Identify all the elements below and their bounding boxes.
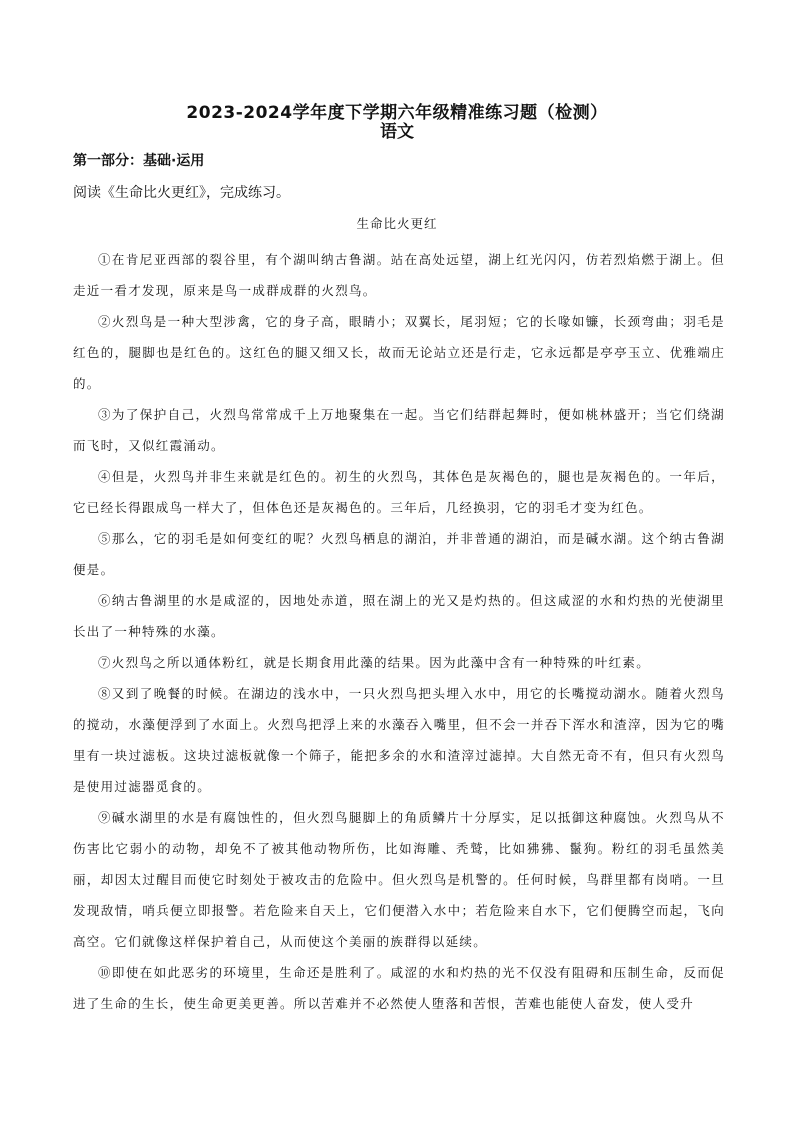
article-title: 生命比火更红 [356, 216, 438, 231]
subject-title: 语文 [380, 122, 414, 142]
paragraph-6: ⑥纳古鲁湖里的水是咸涩的，因地处赤道，照在湖上的光又是灼热的。但这咸涩的水和灼热的光使湖里长出了一种特殊的水藻。 [73, 593, 725, 639]
document-title: 2023-2024学年度下学期六年级精准练习题（检测） [186, 103, 608, 123]
paragraph-3: ③为了保护自己，火烈鸟常常成千上万地聚集在一起。当它们结群起舞时，便如桃林盛开；当它们绕湖而飞时，又似红霞涌动。 [73, 407, 725, 453]
article-body [73, 244, 725, 1019]
reading-instruction: 阅读《生命比火更红》，完成练习。 [73, 185, 290, 201]
paragraph-10: ⑩即使在如此恶劣的环境里，生命还是胜利了。咸涩的水和灼热的光不仅没有阻碍和压制生命，反而促进了生命的生长，使生命更美更善。所以苦难并不必然使人堕落和苦恨，苦难也能使人奋发，使人受升 [73, 965, 725, 1011]
paragraph-1: ①在肯尼亚西部的裂谷里，有个湖叫纳古鲁湖。站在高处远望，湖上红光闪闪，仿若烈焰燃于湖上。但走近一看才发现，原来是鸟一成群成群的火烈鸟。 [73, 252, 725, 298]
paragraph-8: ⑧又到了晚餐的时候。在湖边的浅水中，一只火烈鸟把头埋入水中，用它的长嘴搅动湖水。随着火烈鸟的搅动，水藻便浮到了水面上。火烈鸟把浮上来的水藻吞入嘴里，但不会一并吞下浑水和渣滓，因为它的嘴里有一块过滤板。这块过滤板就像一个筛子，能把多余的水和渣滓过滤掉。大自然无奇不有，但只有火烈鸟是使用过滤器觅食的。 [73, 686, 725, 794]
paragraph-4: ④但是，火烈鸟并非生来就是红色的。初生的火烈鸟，其体色是灰褐色的，腿也是灰褐色的。一年后，它已经长得跟成鸟一样大了，但体色还是灰褐色的。三年后，几经换羽，它的羽毛才变为红色。 [73, 469, 725, 515]
paragraph-2: ②火烈鸟是一种大型涉禽，它的身子高，眼睛小；双翼长，尾羽短；它的长喙如镰，长颈弯曲；羽毛是红色的，腿脚也是红色的。这红色的腿又细又长，故而无论站立还是行走，它永远都是亭亭玉立、优雅端庄的。 [73, 314, 725, 391]
paragraph-7: ⑦火烈鸟之所以通体粉红，就是长期食用此藻的结果。因为此藻中含有一种特殊的叶红素。 [98, 655, 651, 670]
section-heading: 第一部分：基础·运用 [73, 153, 205, 169]
paragraph-5: ⑤那么，它的羽毛是如何变红的呢？火烈鸟栖息的湖泊，并非普通的湖泊，而是碱水湖。这个纳古鲁湖便是。 [73, 531, 725, 577]
paragraph-9: ⑨碱水湖里的水是有腐蚀性的，但火烈鸟腿脚上的角质鳞片十分厚实，足以抵御这种腐蚀。火烈鸟从不伤害比它弱小的动物，却免不了被其他动物所伤，比如海雕、秃鹫，比如狒狒、鬣狗。粉红的羽毛虽然美丽，却因太过醒目而使它时刻处于被攻击的危险中。但火烈鸟是机警的。任何时候，鸟群里都有岗哨。一旦发现敌情，哨兵便立即报警。若危险来自天上，它们便潜入水中；若危险来自水下，它们便腾空而起，飞向高空。它们就像这样保护着自己，从而使这个美丽的族群得以延续。 [73, 810, 725, 949]
